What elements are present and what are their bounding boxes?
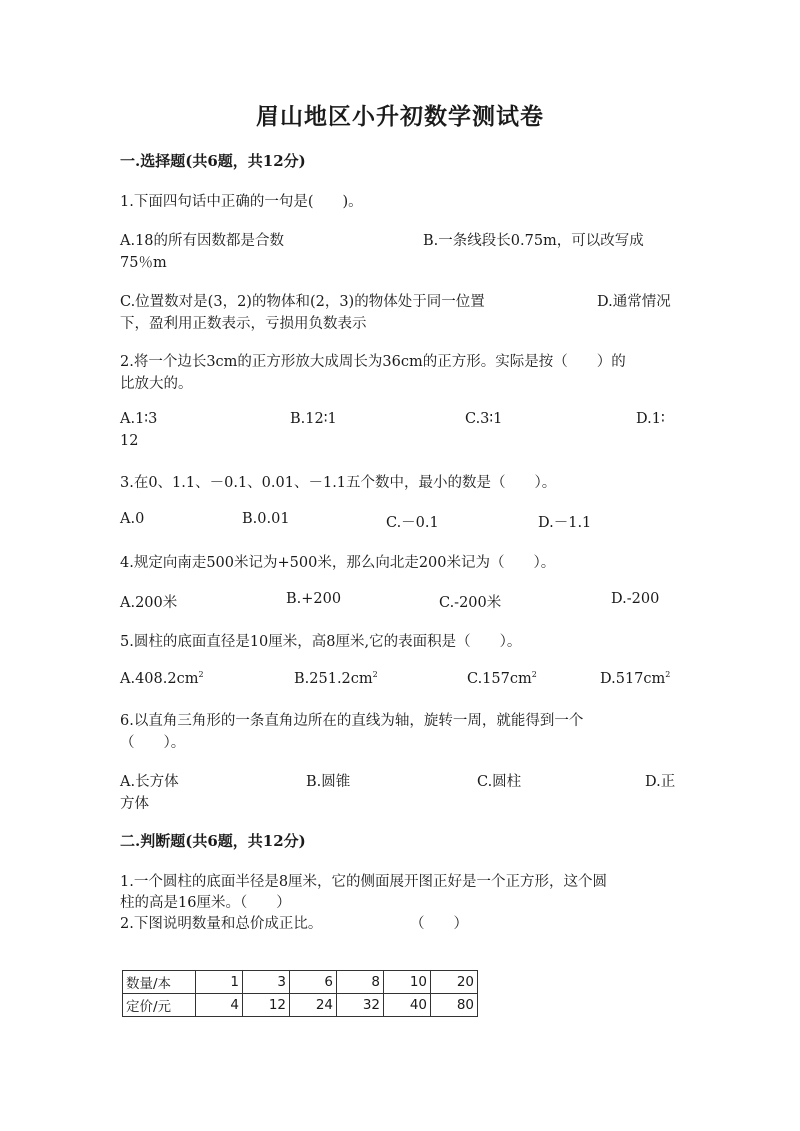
table-cell: 40 (384, 994, 431, 1017)
question-3-option-c: C.－0.1 (386, 515, 439, 531)
question-1-stem: 1.下面四句话中正确的一句是( )。 (120, 194, 363, 210)
question-4-option-a: A.200米 (120, 595, 178, 611)
question-2-option-b: B.12∶1 (290, 411, 337, 427)
question-5-option-b (294, 670, 378, 687)
judge-2-stem: 2.下图说明数量和总价成正比。 (120, 916, 323, 932)
judge-1-stem: 1.一个圆柱的底面半径是8厘米，它的侧面展开图正好是一个正方形，这个圆 (120, 874, 608, 890)
judge-2-answer-paren: （ ） (410, 916, 468, 932)
question-5-option-d-text: D.517cm (600, 671, 666, 687)
table-cell: 6 (290, 971, 337, 994)
table-row (123, 994, 478, 1017)
question-3-option-a: A.0 (120, 511, 145, 527)
question-4-option-d: D.-200 (611, 591, 660, 607)
question-6-stem-cont: （ ）。 (120, 735, 186, 751)
question-2-option-c: C.3∶1 (465, 411, 503, 427)
question-5-option-d (600, 670, 670, 687)
question-6-option-d-cont: 方体 (120, 796, 149, 812)
question-5-option-a (120, 670, 204, 687)
question-4-option-b: B.+200 (286, 591, 342, 607)
question-2-stem: 2.将一个边长3cm的正方形放大成周长为36cm的正方形。实际是按（ ）的 (120, 354, 626, 370)
question-5-option-b-text: B.251.2cm (294, 671, 373, 687)
table-cell: 4 (196, 994, 243, 1017)
section-heading-judge: 二.判断题(共6题，共12分) (120, 832, 306, 850)
judge-1-stem-cont: 柱的高是16厘米。（ ） (120, 895, 291, 911)
table-cell: 1 (196, 971, 243, 994)
question-1-option-d: D.通常情况 (597, 294, 671, 310)
question-3-option-b: B.0.01 (242, 511, 290, 527)
table-cell: 10 (384, 971, 431, 994)
question-1-option-a: A.18的所有因数都是合数 (120, 233, 285, 249)
quantity-price-table (122, 970, 478, 1017)
question-6-option-d: D.正 (645, 774, 676, 790)
question-2-option-a: A.1∶3 (120, 411, 158, 427)
table-cell: 12 (243, 994, 290, 1017)
superscript: 2 (665, 670, 671, 679)
table-cell: 3 (243, 971, 290, 994)
question-3-stem: 3.在0、1.1、－0.1、0.01、－1.1五个数中，最小的数是（ ）。 (120, 475, 557, 491)
question-6-option-c: C.圆柱 (477, 774, 522, 790)
question-6-option-b: B.圆锥 (306, 774, 351, 790)
question-2-option-d-cont: 12 (120, 433, 139, 449)
question-5-option-c-text: C.157cm (467, 671, 532, 687)
question-4-stem: 4.规定向南走500米记为+500米，那么向北走200米记为（ ）。 (120, 555, 556, 571)
question-6-stem: 6.以直角三角形的一条直角边所在的直线为轴，旋转一周，就能得到一个 (120, 713, 584, 729)
question-3-option-d: D.－1.1 (538, 515, 592, 531)
superscript: 2 (372, 670, 378, 679)
question-5-stem: 5.圆柱的底面直径是10厘米，高8厘米,它的表面积是（ ）。 (120, 634, 522, 650)
table-cell: 20 (431, 971, 478, 994)
question-1-option-c: C.位置数对是(3，2)的物体和(2，3)的物体处于同一位置 (120, 294, 485, 310)
table-header-cell: 数量/本 (123, 971, 196, 994)
section-heading-choice: 一.选择题(共6题，共12分) (120, 152, 306, 170)
question-1-option-b-cont: 75％m (120, 255, 167, 271)
question-6-option-a: A.长方体 (120, 774, 179, 790)
superscript: 2 (531, 670, 537, 679)
question-1-option-b: B.一条线段长0.75m，可以改写成 (423, 233, 644, 249)
table-cell: 80 (431, 994, 478, 1017)
table-cell: 24 (290, 994, 337, 1017)
question-2-stem-cont: 比放大的。 (120, 376, 193, 392)
question-5-option-a-text: A.408.2cm (120, 671, 199, 687)
page-title: 眉山地区小升初数学测试卷 (256, 103, 544, 130)
table-cell: 32 (337, 994, 384, 1017)
question-4-option-c: C.-200米 (439, 595, 502, 611)
table-row (123, 971, 478, 994)
question-5-option-c (467, 670, 537, 687)
question-1-option-d-cont: 下，盈利用正数表示，亏损用负数表示 (120, 316, 367, 332)
question-2-option-d: D.1∶ (636, 411, 665, 427)
superscript: 2 (198, 670, 204, 679)
table-header-cell: 定价/元 (123, 994, 196, 1017)
table-cell: 8 (337, 971, 384, 994)
